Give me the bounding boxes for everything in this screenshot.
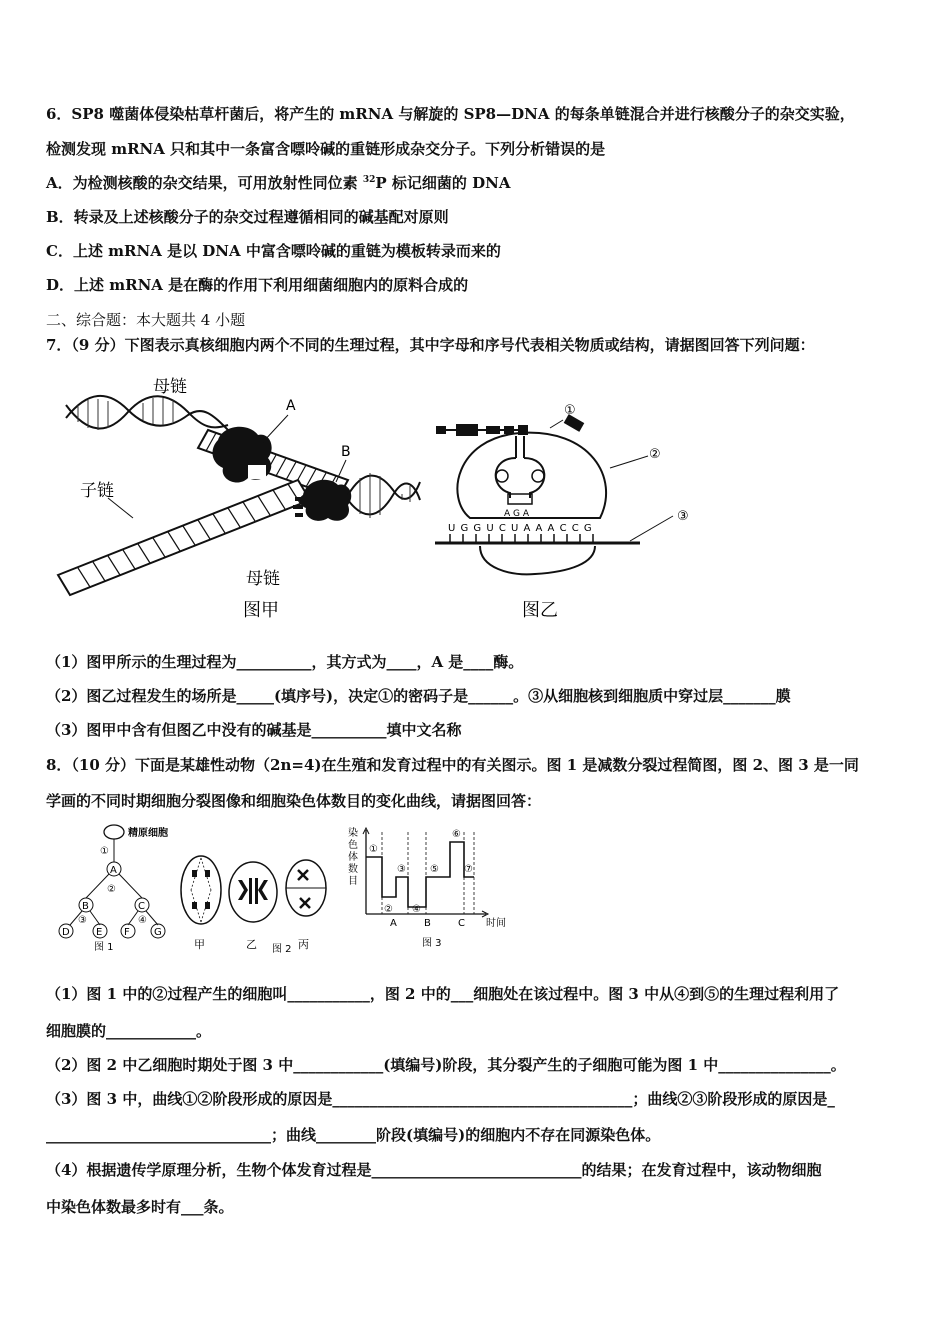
q6-option-a	[46, 173, 511, 193]
fig1-cell-d: D	[62, 927, 70, 938]
mrna-sequence: U G G U C U A A A C C G	[448, 523, 593, 534]
fig3-caption: 图 3	[422, 938, 442, 949]
fig1-step-3: ③	[78, 915, 87, 926]
fig3-segment-2: ②	[384, 904, 393, 915]
figure-jia	[48, 370, 428, 630]
fig2-cell-bing: 丙	[298, 938, 309, 951]
fig1-cell-g: G	[154, 927, 162, 938]
fig1-cell-a: A	[110, 865, 117, 876]
q6-stem-line2: 检测发现 mRNA 只和其中一条富含嘌呤碱的重链形成杂交分子。下列分析错误的是	[46, 140, 606, 158]
fig1-top-label: 精原细胞	[128, 828, 168, 839]
fig1-step-2: ②	[107, 884, 116, 895]
label-2: ②	[649, 447, 661, 462]
label-1: ①	[564, 403, 576, 418]
fig3-segment-7: ⑦	[464, 864, 473, 875]
fig1-cell-f: F	[124, 927, 130, 938]
label-child-strand: 子链	[80, 481, 114, 501]
fig1-step-1: ①	[100, 846, 109, 857]
section-2-title: 二、综合题：本大题共 4 小题	[46, 311, 246, 329]
q8-sub2: （2）图 2 中乙细胞时期处于图 3 中____________(填编号)阶段，其分裂产生的子细胞可能为图 1 中_______________。	[46, 1056, 846, 1074]
figure-jia-caption: 图甲	[243, 600, 279, 621]
figure-yi	[430, 398, 700, 630]
fig3-segment-1: ①	[369, 844, 378, 855]
q8-sub1-line2: 细胞膜的____________。	[46, 1022, 212, 1040]
label-b: B	[341, 444, 351, 460]
fig1-step-4: ④	[138, 915, 147, 926]
q8-sub3-line1: （3）图 3 中，曲线①②阶段形成的原因是________________________________________；曲线②③阶段形成的原因是_	[46, 1090, 835, 1108]
label-a: A	[286, 398, 296, 414]
fig2-cell-yi: 乙	[246, 938, 257, 951]
q8-sub3-line2: ______________________________；曲线________阶段(填编号)的细胞内不存在同源染色体。	[46, 1126, 661, 1144]
label-3: ③	[677, 509, 689, 524]
q7-stem: 7．（9 分）下图表示真核细胞内两个不同的生理过程，其中字母和序号代表相关物质或结构，请据图回答下列问题：	[46, 336, 815, 354]
q8-sub1-line1: （1）图 1 中的②过程产生的细胞叫___________，图 2 中的___细胞处在该过程中。图 3 中从④到⑤的生理过程利用了	[46, 985, 840, 1003]
q7-sub2: （2）图乙过程发生的场所是_____(填序号)，决定①的密码子是______。③从细胞核到细胞质中穿过层_______膜	[46, 687, 791, 705]
fig3-xtick-a: A	[390, 918, 397, 929]
fig1-caption: 图 1	[94, 942, 114, 953]
figure-3	[346, 822, 521, 954]
figure-2	[176, 840, 336, 955]
fig3-ylabel-3: 体	[348, 852, 358, 863]
figure-1	[52, 822, 177, 954]
fig3-segment-6: ⑥	[452, 829, 461, 840]
fig3-segment-5: ⑤	[430, 864, 439, 875]
q6-stem-line1: 6．SP8 噬菌体侵染枯草杆菌后，将产生的 mRNA 与解旋的 SP8—DNA 的每条单链混合并进行核酸分子的杂交实验，	[46, 105, 855, 123]
fig2-caption: 图 2	[272, 944, 292, 955]
fig2-cell-jia: 甲	[194, 938, 205, 951]
q8-stem-line2: 学画的不同时期细胞分裂图像和细胞染色体数目的变化曲线，请据图回答：	[46, 792, 542, 810]
fig3-ylabel-2: 色	[348, 840, 358, 851]
fig3-xlabel: 时间	[486, 918, 506, 929]
fig3-ylabel-4: 数	[348, 864, 358, 875]
q6-option-c: C．上述 mRNA 是以 DNA 中富含嘌呤碱的重链为模板转录而来的	[46, 242, 501, 260]
label-mother-strand-bottom: 母链	[246, 569, 280, 589]
q6-option-a-text: A．为检测核酸的杂交结果，可用放射性同位素	[46, 174, 363, 192]
q8-sub4-line1: （4）根据遗传学原理分析，生物个体发育过程是____________________________的结果；在发育过程中，该动物细胞	[46, 1161, 822, 1179]
fig3-xtick-b: B	[424, 918, 431, 929]
fig3-ylabel-5: 目	[348, 876, 358, 887]
fig3-ylabel-1: 染	[348, 828, 358, 839]
q6-option-a-superscript: 32	[362, 175, 376, 185]
fig3-segment-4: ④	[412, 904, 421, 915]
fig1-cell-c: C	[138, 901, 145, 912]
q6-option-a-text-end: P 标记细菌的 DNA	[375, 174, 511, 192]
fig3-xtick-c: C	[458, 918, 465, 929]
q6-option-b: B．转录及上述核酸分子的杂交过程遵循相同的碱基配对原则	[46, 208, 449, 226]
fig1-cell-e: E	[96, 927, 103, 938]
q6-option-d: D．上述 mRNA 是在酶的作用下利用细菌细胞内的原料合成的	[46, 276, 469, 294]
label-mother-strand-top: 母链	[153, 377, 187, 397]
fig3-segment-3: ③	[397, 864, 406, 875]
fig1-cell-b: B	[82, 901, 89, 912]
figure-yi-caption: 图乙	[522, 600, 558, 621]
q8-sub4-line2: 中染色体数最多时有___条。	[46, 1198, 234, 1216]
q7-sub1: （1）图甲所示的生理过程为__________，其方式为____，A 是____酶。	[46, 653, 524, 671]
q8-stem-line1: 8．（10 分）下面是某雄性动物（2n=4)在生殖和发育过程中的有关图示。图 1 是减数分裂过程简图，图 2、图 3 是一同	[46, 756, 859, 774]
q7-sub3: （3）图甲中含有但图乙中没有的碱基是__________填中文名称	[46, 721, 462, 739]
anticodon: A G A	[504, 509, 530, 519]
